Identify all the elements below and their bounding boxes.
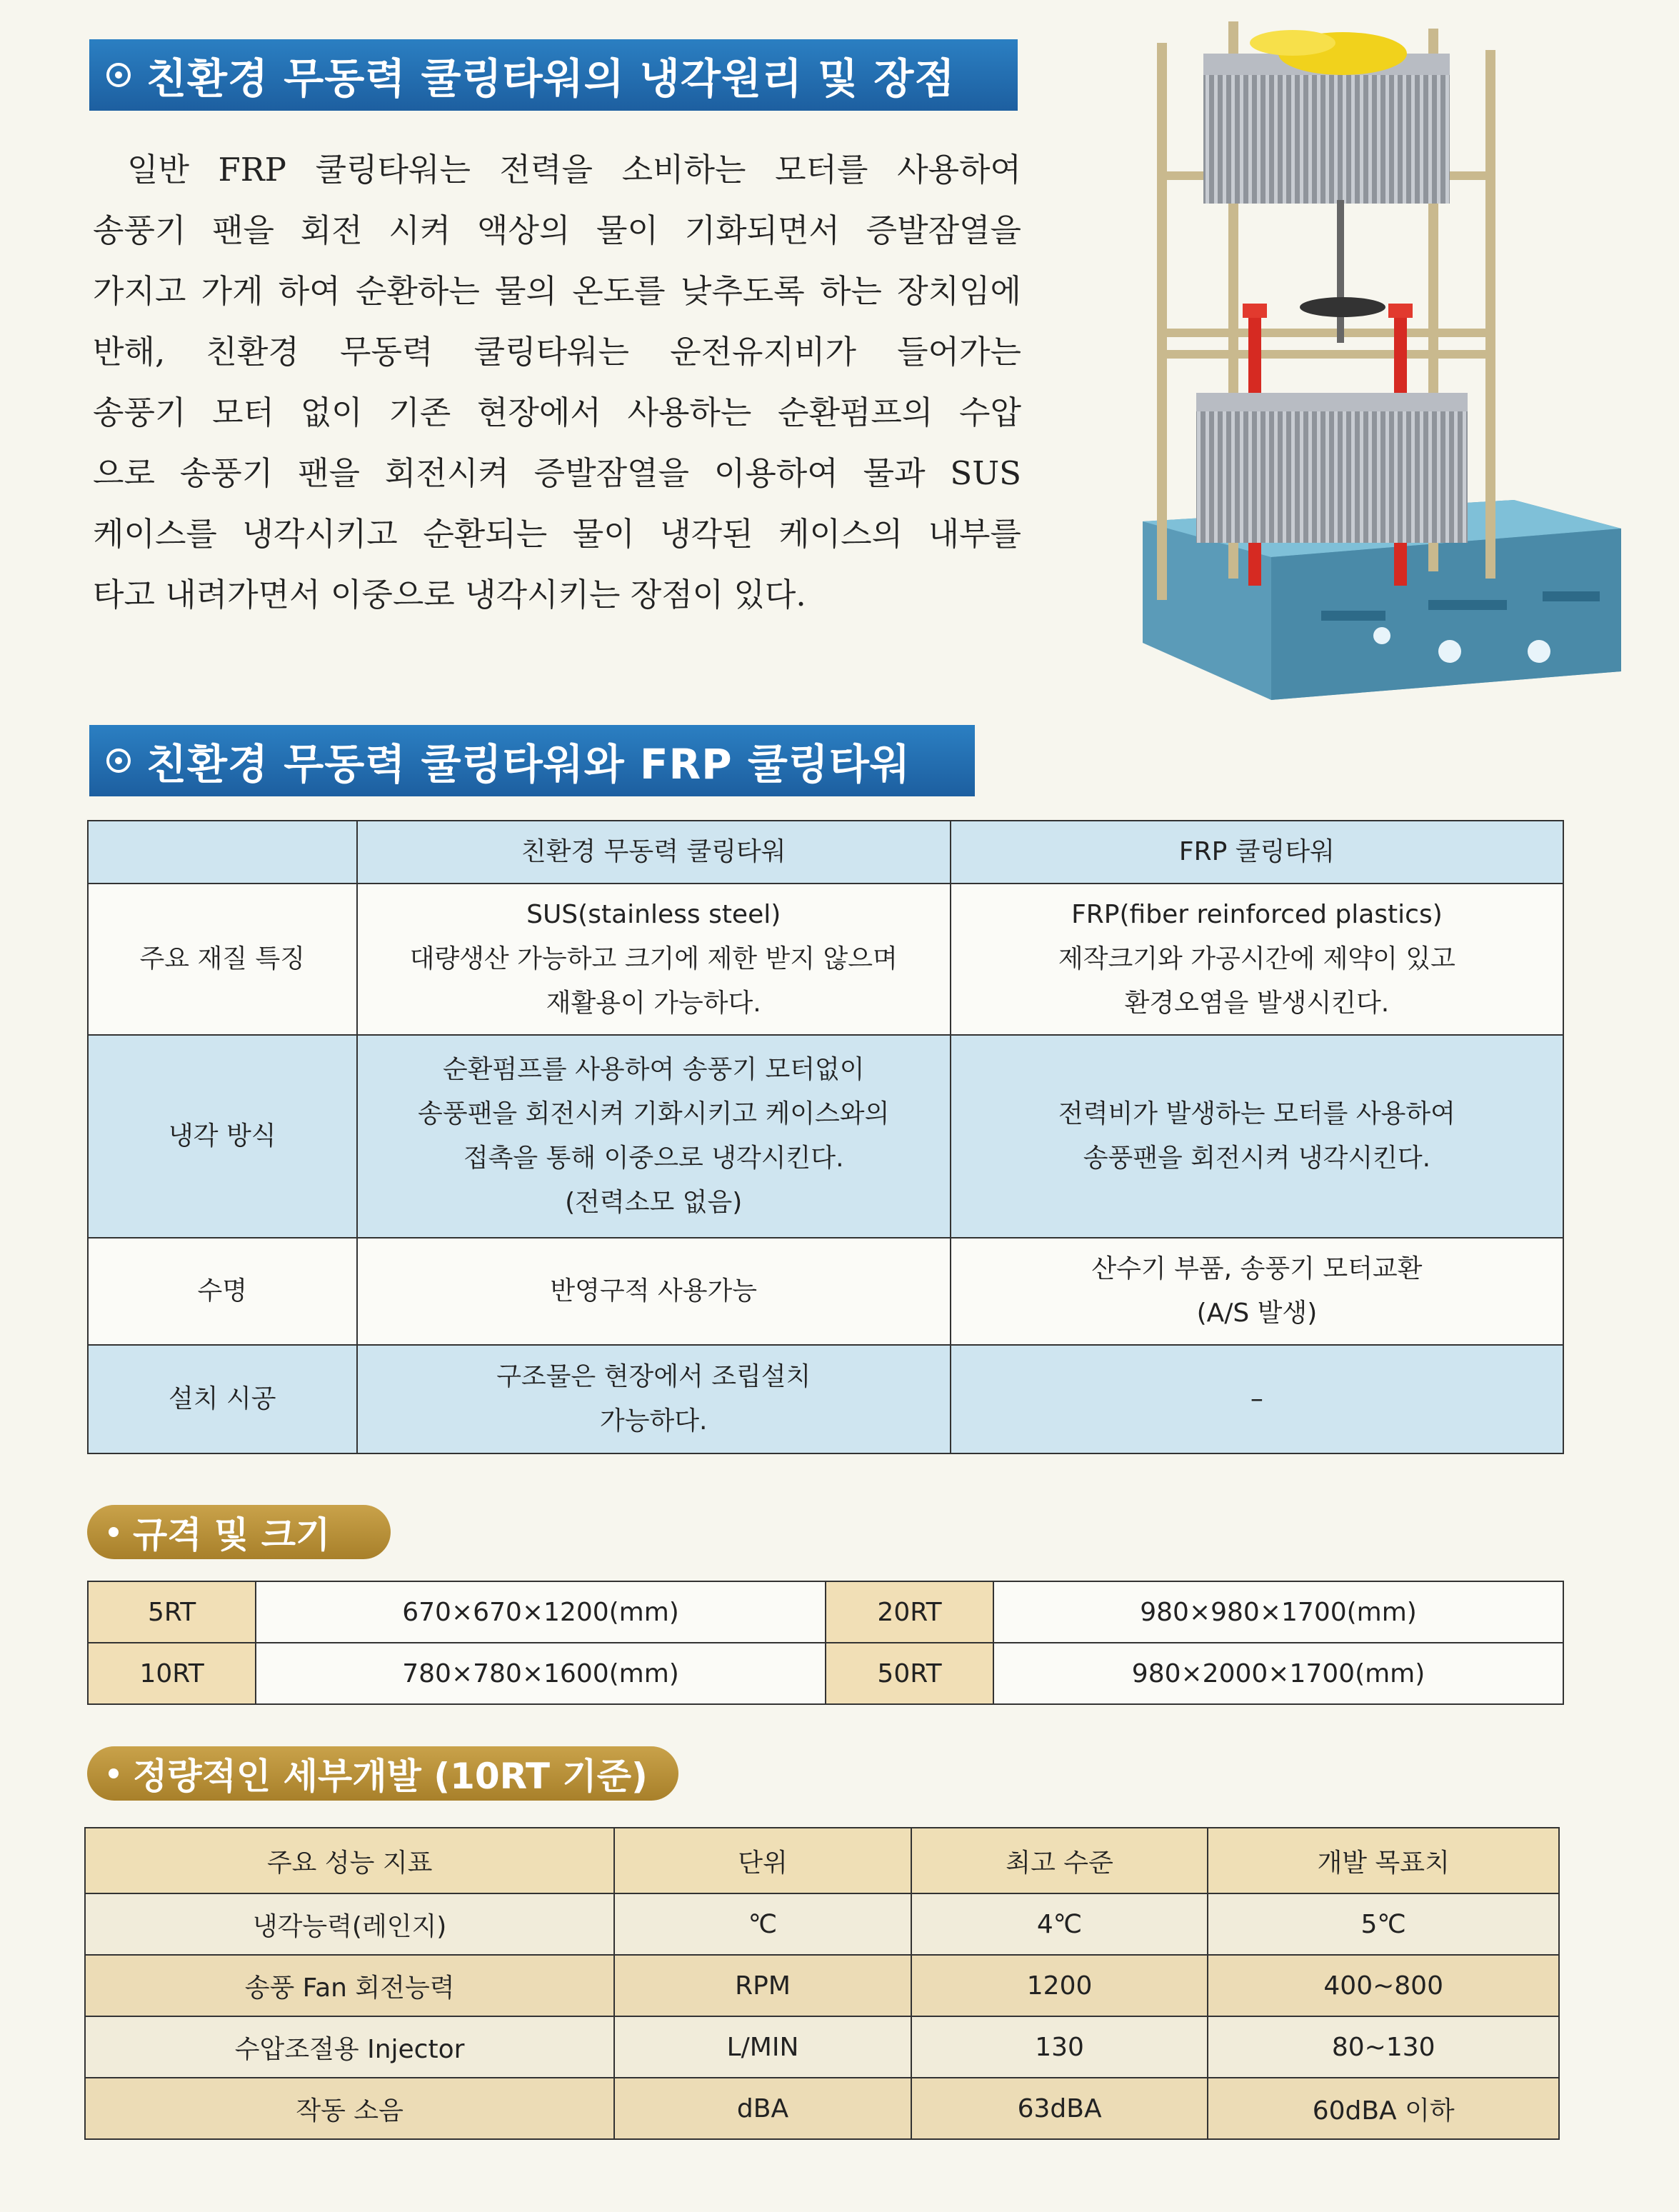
- cell-line: SUS(stainless steel): [526, 900, 781, 929]
- cell-line: 제작크기와 가공시간에 제약이 있고: [1058, 944, 1455, 974]
- cell-line: 순환펌프를 사용하여 송풍기 모터없이: [442, 1055, 865, 1084]
- rt-cell: 20RT: [826, 1581, 993, 1643]
- cell-line: 가능하다.: [599, 1406, 708, 1436]
- frp-cell: [951, 1345, 1563, 1453]
- eco-cell: [357, 1238, 951, 1345]
- unit-cell: ℃: [614, 1893, 911, 1955]
- target-cell: 60dBA 이하: [1208, 2078, 1559, 2139]
- target-cell: 400~800: [1208, 1955, 1559, 2016]
- intro-line: 송풍기 팬을 회전 시켜 액상의 물이 기화되면서 증발잠열을: [93, 211, 1021, 249]
- cell-line: FRP(fiber reinforced plastics): [1071, 900, 1443, 929]
- row-label: 설치 시공: [88, 1345, 357, 1453]
- row-label: 주요 재질 특징: [88, 884, 357, 1035]
- size-cell: 780×780×1600(mm): [256, 1643, 826, 1704]
- rt-cell: 10RT: [88, 1643, 256, 1704]
- intro-line: 케이스를 냉각시키고 순환되는 물이 냉각된 케이스의 내부를: [93, 515, 1021, 553]
- intro-line: 일반 FRP 쿨링타워는 전력을 소비하는 모터를 사용하여: [127, 151, 1021, 189]
- eco-cell: [357, 1345, 951, 1453]
- size-cell: 980×980×1700(mm): [993, 1581, 1563, 1643]
- metric-cell: 냉각능력(레인지): [85, 1893, 614, 1955]
- intro-line: 송풍기 모터 없이 기존 현장에서 사용하는 순환펌프의 수압: [93, 394, 1021, 431]
- cell-line: (전력소모 없음): [565, 1188, 743, 1217]
- frp-cell: [951, 1238, 1563, 1345]
- header-cell: 단위: [614, 1828, 911, 1893]
- cell-line: 송풍팬을 회전시켜 기화시키고 케이스와의: [418, 1099, 890, 1128]
- cell-line: 전력비가 발생하는 모터를 사용하여: [1058, 1099, 1455, 1128]
- header-cell: 친환경 무동력 쿨링타워: [357, 821, 951, 884]
- cell-line: 대량생산 가능하고 크기에 제한 받지 않으며: [409, 944, 898, 974]
- rt-cell: 50RT: [826, 1643, 993, 1704]
- cell-line: 환경오염을 발생시킨다.: [1124, 989, 1390, 1018]
- target-cell: 80~130: [1208, 2016, 1559, 2078]
- header-cell: [88, 821, 357, 884]
- frp-cell: [951, 1035, 1563, 1238]
- cooling-tower-illustration: [1128, 14, 1643, 714]
- cell-line: 반영구적 사용가능: [550, 1276, 758, 1306]
- rt-cell: 5RT: [88, 1581, 256, 1643]
- perf-section-title: [87, 1746, 678, 1801]
- metric-cell: 수압조절용 Injector: [85, 2016, 614, 2078]
- eco-cell: [357, 884, 951, 1035]
- section-title-text: 친환경 무동력 쿨링타워의 냉각원리 및 장점: [146, 54, 956, 103]
- cell-line: 접촉을 통해 이중으로 냉각시킨다.: [463, 1143, 844, 1173]
- cell-line: (A/S 발생): [1196, 1298, 1318, 1328]
- cell-line: 송풍팬을 회전시켜 냉각시킨다.: [1083, 1143, 1431, 1173]
- size-cell: 980×2000×1700(mm): [993, 1643, 1563, 1704]
- unit-cell: dBA: [614, 2078, 911, 2139]
- unit-cell: RPM: [614, 1955, 911, 2016]
- spec-section-title: [87, 1505, 391, 1559]
- cell-line: 산수기 부품, 송풍기 모터교환: [1091, 1254, 1423, 1283]
- comparison-table: [87, 820, 1564, 1454]
- best-cell: 1200: [911, 1955, 1208, 2016]
- header-cell: 개발 목표치: [1208, 1828, 1559, 1893]
- intro-line: 으로 송풍기 팬을 회전시켜 증발잠열을 이용하여 물과 SUS: [93, 454, 1021, 492]
- intro-line: 반해, 친환경 무동력 쿨링타워는 운전유지비가 들어가는: [93, 333, 1021, 371]
- cell-line: 구조물은 현장에서 조립설치: [496, 1362, 811, 1391]
- intro-line: 가지고 가게 하여 순환하는 물의 온도를 낮추도록 하는 장치임에: [93, 272, 1021, 310]
- size-cell: 670×670×1200(mm): [256, 1581, 826, 1643]
- best-cell: 63dBA: [911, 2078, 1208, 2139]
- frp-cell: [951, 884, 1563, 1035]
- best-cell: 4℃: [911, 1893, 1208, 1955]
- row-label: 수명: [88, 1238, 357, 1345]
- header-cell: FRP 쿨링타워: [951, 821, 1563, 884]
- dot-bullet-icon: [109, 1527, 119, 1537]
- dot-bullet-icon: [109, 1768, 119, 1778]
- section-title-text: 친환경 무동력 쿨링타워와 FRP 쿨링타워: [146, 740, 911, 789]
- performance-table: [84, 1827, 1560, 2140]
- target-cell: 5℃: [1208, 1893, 1559, 1955]
- pill-title-text: 정량적인 세부개발 (10RT 기준): [133, 1756, 648, 1797]
- circle-bullet-icon: [106, 749, 131, 773]
- spec-table: [87, 1581, 1564, 1705]
- best-cell: 130: [911, 2016, 1208, 2078]
- metric-cell: 송풍 Fan 회전능력: [85, 1955, 614, 2016]
- section-title-comparison: [89, 725, 975, 796]
- unit-cell: L/MIN: [614, 2016, 911, 2078]
- eco-cell: [357, 1035, 951, 1238]
- intro-paragraph: [93, 139, 1021, 625]
- intro-line: 타고 내려가면서 이중으로 냉각시키는 장점이 있다.: [93, 576, 806, 614]
- pill-title-text: 규격 및 크기: [133, 1514, 331, 1556]
- row-label: 냉각 방식: [88, 1035, 357, 1238]
- cell-line: 재활용이 가능하다.: [546, 989, 761, 1018]
- circle-bullet-icon: [106, 63, 131, 87]
- cell-line: –: [1250, 1384, 1263, 1413]
- metric-cell: 작동 소음: [85, 2078, 614, 2139]
- header-cell: 최고 수준: [911, 1828, 1208, 1893]
- header-cell: 주요 성능 지표: [85, 1828, 614, 1893]
- section-title-cooling-principle: [89, 39, 1018, 111]
